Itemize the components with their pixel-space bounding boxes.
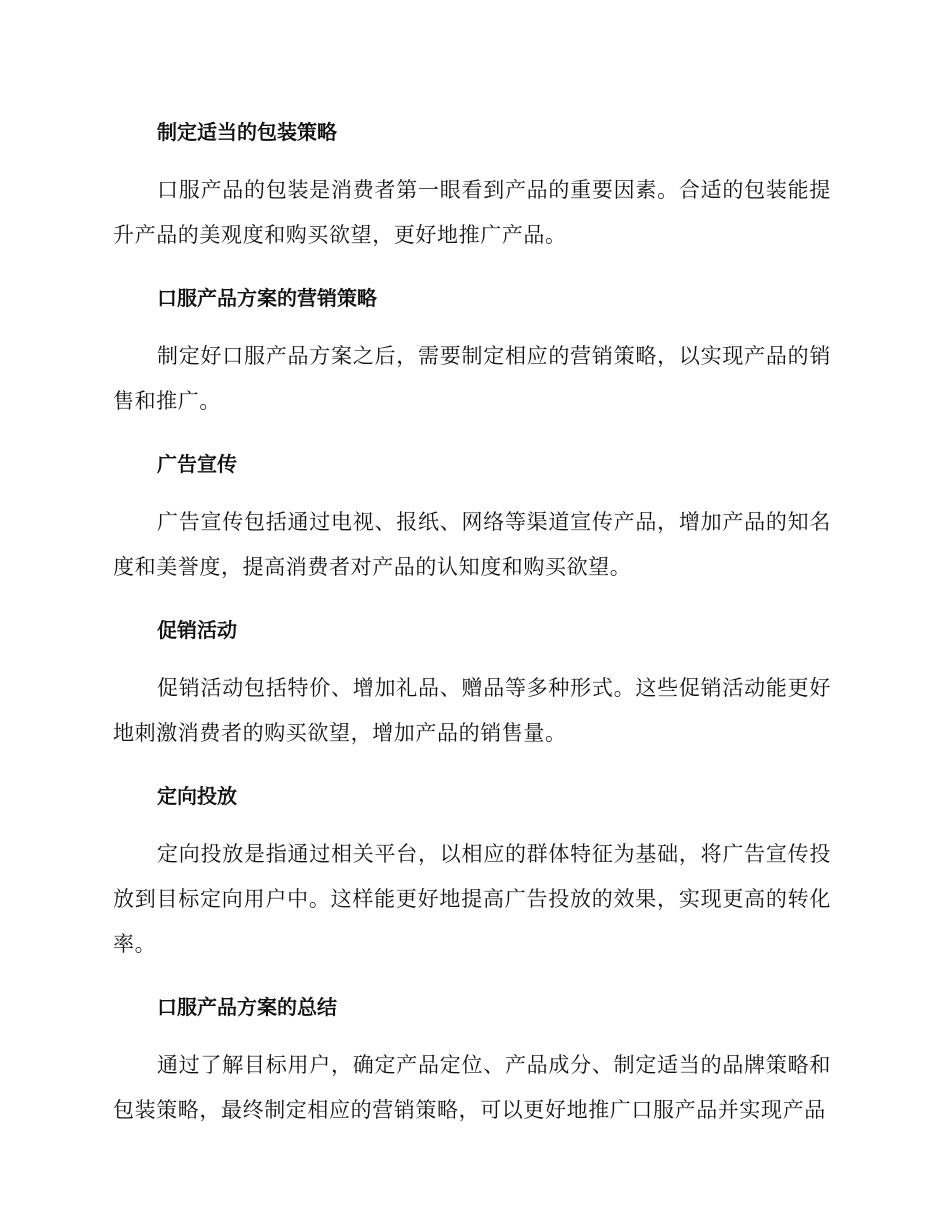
- section-promotion: [113, 608, 831, 756]
- section-paragraph: 定向投放是指通过相关平台，以相应的群体特征为基础，将广告宣传投放到目标定向用户中。这样能更好地提高广告投放的效果，实现更高的转化率。: [113, 842, 831, 956]
- section-advertising: [113, 442, 831, 590]
- section-paragraph: 广告宣传包括通过电视、报纸、网络等渠道宣传产品，增加产品的知名度和美誉度，提高消费者对产品的认知度和购买欲望。: [113, 510, 831, 579]
- section-heading: 定向投放: [157, 784, 237, 808]
- section-paragraph: 口服产品的包装是消费者第一眼看到产品的重要因素。合适的包装能提升产品的美观度和购买欲望，更好地推广产品。: [113, 178, 831, 247]
- section-summary: [113, 985, 831, 1133]
- section-heading: 制定适当的包装策略: [157, 120, 337, 144]
- section-paragraph: 促销活动包括特价、增加礼品、赠品等多种形式。这些促销活动能更好地刺激消费者的购买欲望，增加产品的销售量。: [113, 676, 831, 745]
- section-heading: 广告宣传: [157, 452, 237, 476]
- section-marketing-strategy: [113, 276, 831, 424]
- section-targeted-placement: [113, 774, 831, 967]
- section-heading: 口服产品方案的总结: [157, 995, 337, 1019]
- section-packaging-strategy: [113, 110, 831, 258]
- document-content: [113, 110, 831, 1151]
- section-heading: 促销活动: [157, 618, 237, 642]
- section-heading: 口服产品方案的营销策略: [157, 286, 377, 310]
- section-paragraph: 通过了解目标用户，确定产品定位、产品成分、制定适当的品牌策略和包装策略，最终制定相应的营销策略，可以更好地推广口服产品并实现产品: [113, 1053, 831, 1122]
- section-paragraph: 制定好口服产品方案之后，需要制定相应的营销策略，以实现产品的销售和推广。: [113, 344, 831, 413]
